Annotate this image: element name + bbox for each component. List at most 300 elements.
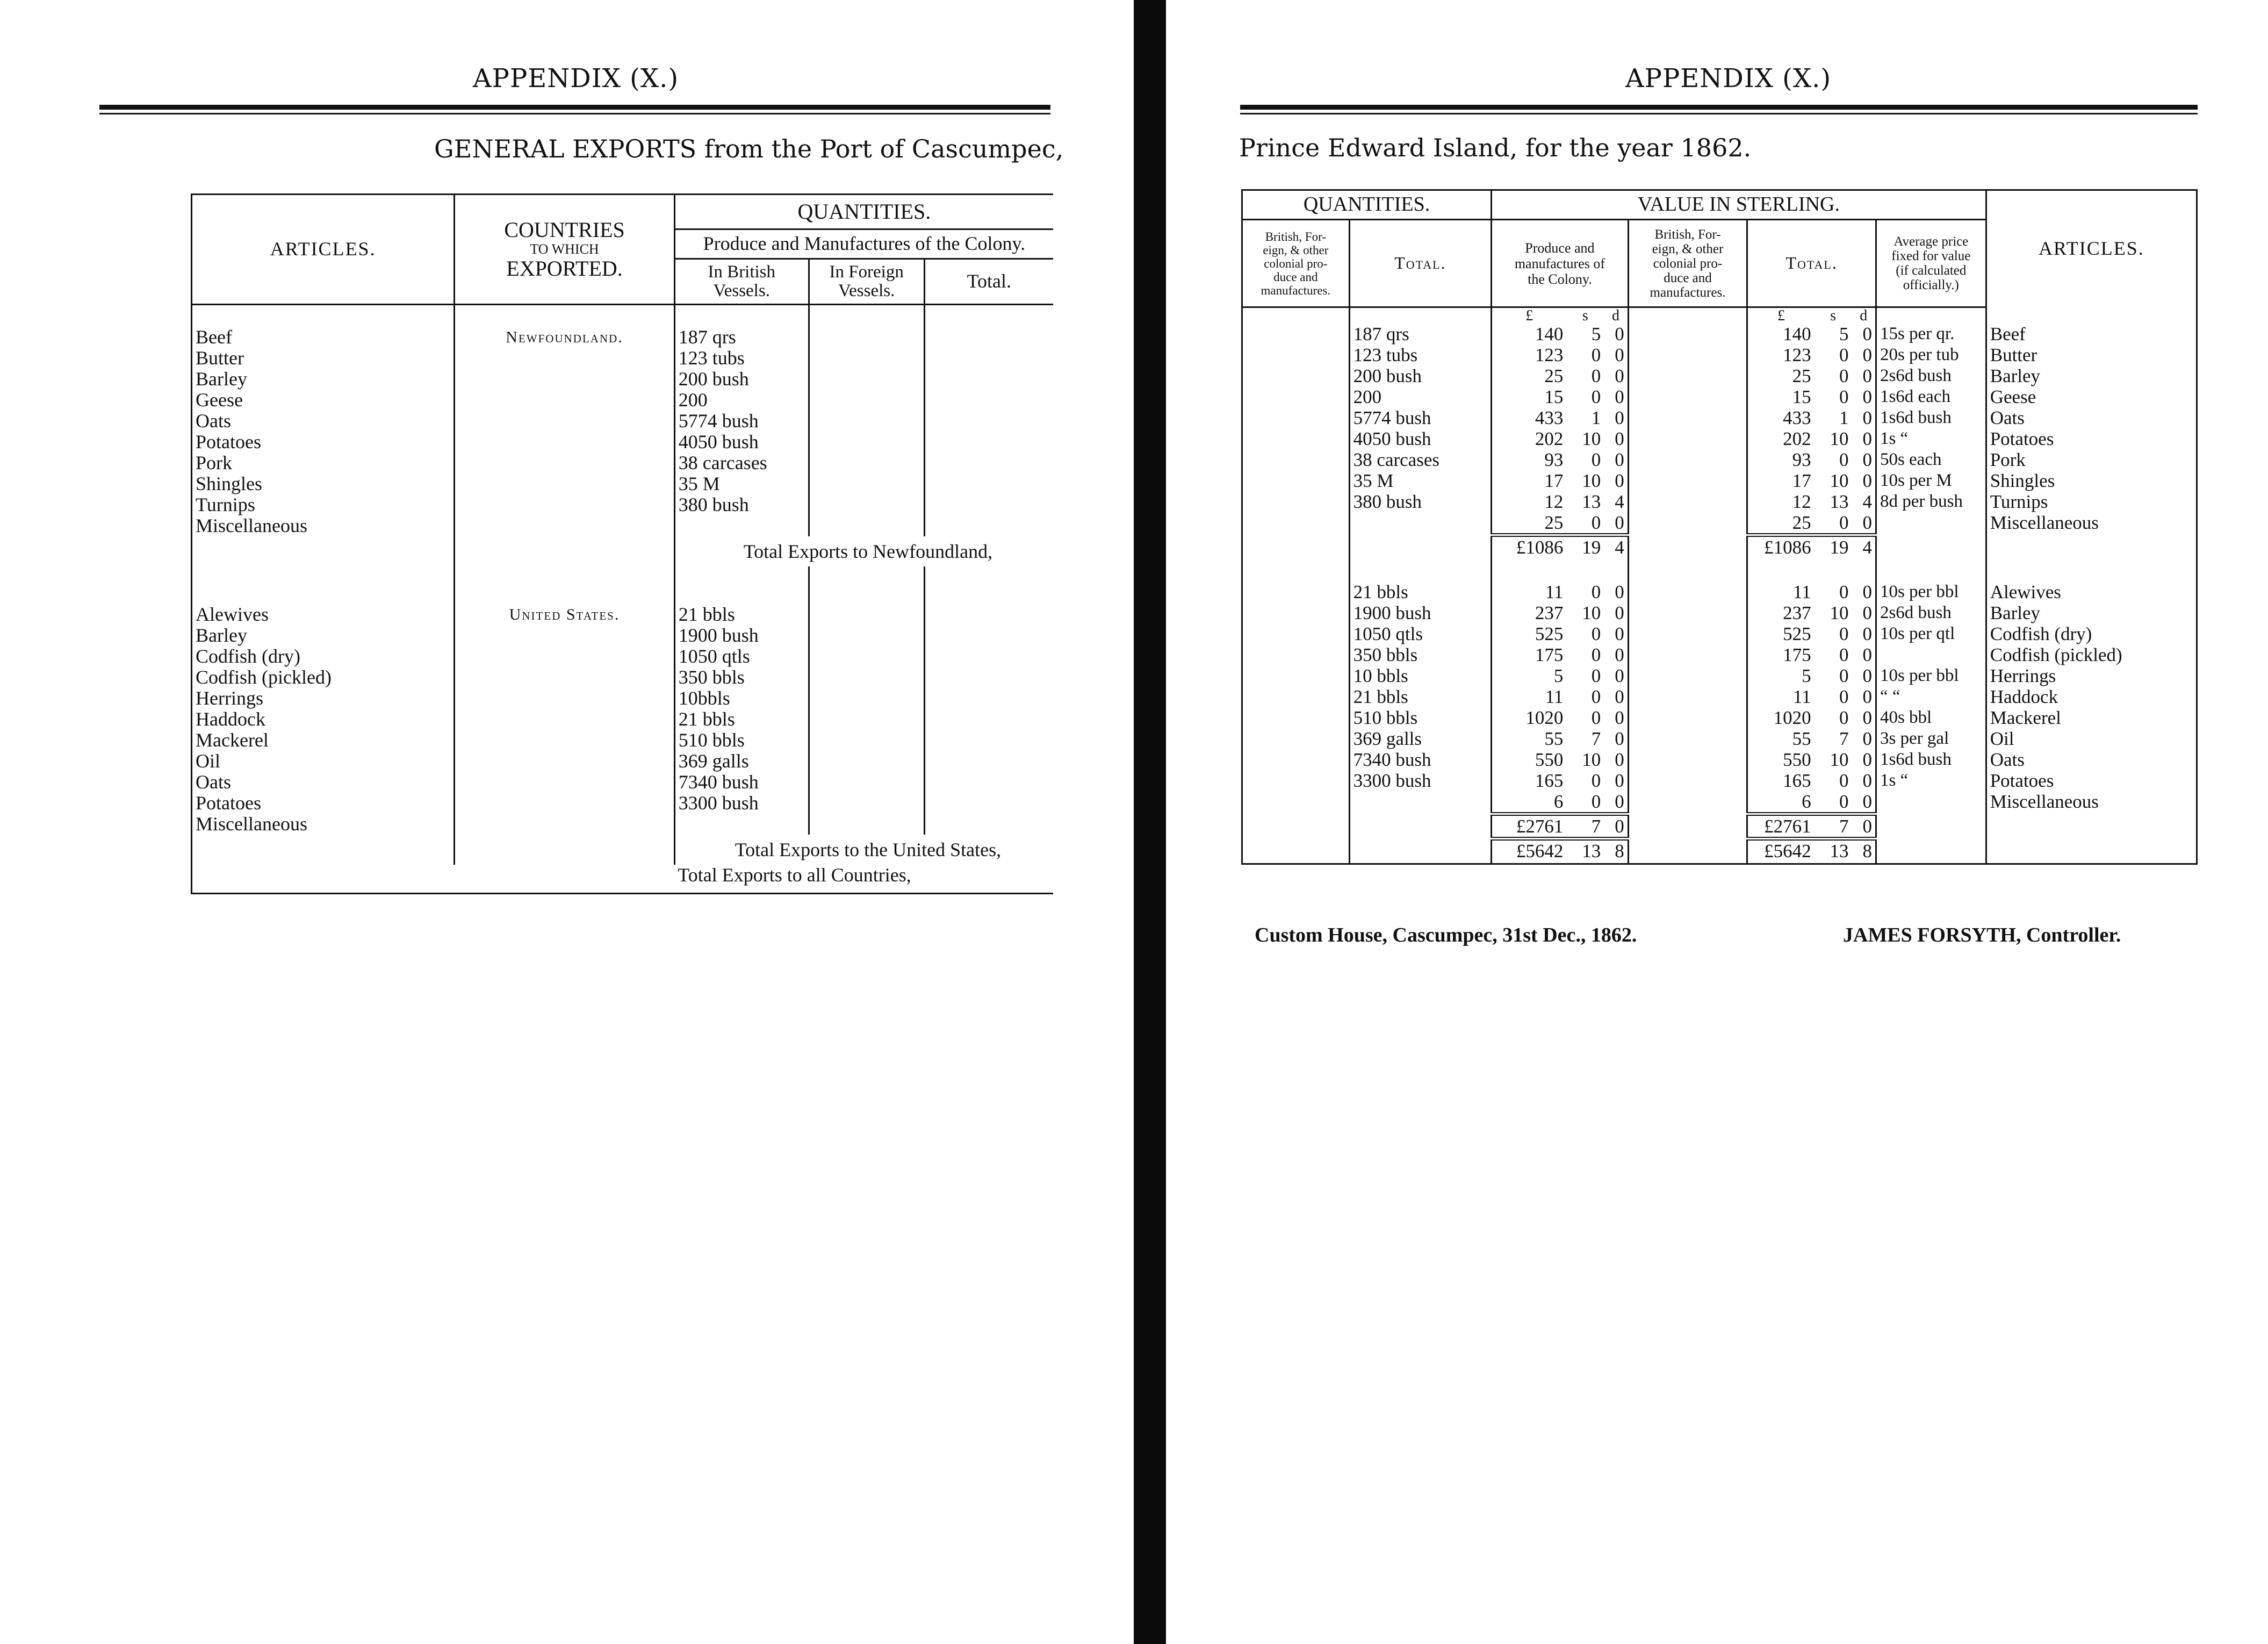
- sum-pounds-cell: £1086: [1492, 535, 1567, 560]
- foreign-vessels-2: Vessels.: [838, 281, 895, 300]
- article-cell: Codfish (pickled): [1986, 644, 2197, 665]
- table-title-right: Prince Edward Island, for the year 1862.: [1239, 133, 1752, 162]
- table-row: [1242, 491, 2197, 512]
- foreign-vessels-cell: [809, 327, 924, 348]
- foreign-vessels-cell: [809, 646, 924, 667]
- sum-shillings-cell: 19: [1566, 535, 1604, 560]
- average-price-cell: [1876, 791, 1986, 814]
- article-cell: Potatoes: [192, 432, 455, 453]
- british-vessels-2: Vessels.: [713, 281, 770, 300]
- shillings-cell: 10: [1582, 470, 1601, 492]
- table-row: [1242, 665, 2197, 686]
- shilling-sign: s: [1582, 307, 1588, 324]
- pence-cell: 0: [1604, 581, 1628, 602]
- total-shillings-cell: 0: [1839, 386, 1849, 408]
- pounds-cell: 140: [1535, 324, 1564, 345]
- foreign-vessels-cell: [809, 667, 924, 688]
- pence-cell: 4: [1604, 491, 1628, 512]
- pence-cell: 0: [1604, 344, 1628, 365]
- table-row: [192, 814, 1054, 835]
- article-cell: Barley: [192, 625, 455, 646]
- british-foreign-value-cell: [1628, 386, 1747, 407]
- shillings-cell: 0: [1591, 512, 1601, 534]
- british-foreign-value-cell: [1628, 686, 1747, 707]
- total-shillings-cell: 0: [1839, 644, 1849, 665]
- group-spacer: [192, 305, 1054, 327]
- total-cell: [924, 730, 1053, 751]
- british-foreign-qty-cell: [1242, 581, 1350, 602]
- group-total-row: [1242, 814, 2197, 838]
- pence-cell: 0: [1604, 749, 1628, 770]
- total-cell: [924, 348, 1053, 369]
- country-cell: United States.: [455, 604, 674, 625]
- average-price-cell: 10s per M: [1876, 470, 1986, 491]
- heading-rule-left: [99, 105, 1050, 114]
- total-pence-cell: 0: [1852, 324, 1876, 344]
- article-cell: Potatoes: [1986, 770, 2197, 791]
- countries-label-1: COUNTRIES: [504, 217, 625, 242]
- pounds-cell: 25: [1544, 512, 1564, 534]
- british-vessels-cell: 38 carcases: [674, 453, 809, 473]
- table-row: [192, 604, 1054, 625]
- total-pounds-cell: 123: [1783, 344, 1811, 366]
- quantity-cell: 4050 bush: [1349, 428, 1491, 449]
- british-vessels-cell: 5774 bush: [674, 411, 809, 432]
- total-pounds-cell: 17: [1792, 470, 1811, 492]
- table-row: [1242, 644, 2197, 665]
- total-cell: [924, 709, 1053, 730]
- article-cell: Herrings: [192, 688, 455, 709]
- table-row: [192, 667, 1054, 688]
- country-cell: [455, 390, 674, 411]
- british-foreign-value-cell: [1628, 365, 1747, 386]
- table-row: [1242, 407, 2197, 428]
- bfq-2: eign, & other: [1263, 243, 1329, 257]
- exports-values-table: [1241, 189, 2198, 865]
- table-row: [1242, 386, 2197, 407]
- sum-total-pence-cell: 8: [1852, 838, 1876, 864]
- british-vessels-cell: 369 galls: [674, 751, 809, 772]
- article-cell: Alewives: [1986, 581, 2197, 602]
- average-price-cell: 1s6d each: [1876, 386, 1986, 407]
- table-row: [192, 369, 1054, 390]
- foreign-vessels-cell: [809, 730, 924, 751]
- avg-3: (if calculated: [1896, 263, 1967, 278]
- table-row: [1242, 770, 2197, 791]
- bfv-2: eign, & other: [1652, 241, 1724, 256]
- country-cell: [455, 515, 674, 536]
- pounds-cell: 17: [1544, 470, 1564, 492]
- empty-cell: [1628, 535, 1747, 560]
- total-shillings-cell: 10: [1830, 602, 1849, 623]
- total-pounds-cell: 433: [1783, 407, 1811, 429]
- pounds-cell: 6: [1553, 791, 1564, 812]
- table-row: [1242, 707, 2197, 728]
- british-foreign-qty-cell: [1242, 602, 1350, 623]
- table-row: [192, 473, 1054, 494]
- total-shillings-cell: 0: [1839, 344, 1849, 366]
- quantity-cell: 3300 bush: [1349, 770, 1491, 791]
- british-foreign-qty-cell: [1242, 686, 1350, 707]
- col-total-value: Total.: [1747, 220, 1876, 307]
- article-cell: Mackerel: [192, 730, 455, 751]
- table-row: [192, 390, 1054, 411]
- pence-cell: 0: [1604, 512, 1628, 535]
- article-cell: Potatoes: [1986, 428, 2197, 449]
- empty-cell: [1628, 838, 1747, 864]
- british-vessels-cell: [674, 814, 809, 835]
- article-cell: Miscellaneous: [192, 814, 455, 835]
- total-pence-cell: 0: [1852, 386, 1876, 407]
- table-row: [1242, 581, 2197, 602]
- total-pence-cell: 0: [1852, 728, 1876, 749]
- total-pounds-cell: 93: [1792, 449, 1811, 471]
- foreign-vessels-cell: [809, 772, 924, 793]
- col-value-sterling: VALUE IN STERLING.: [1492, 190, 1986, 220]
- country-cell: [455, 709, 674, 730]
- table-row: [192, 688, 1054, 709]
- shillings-cell: 0: [1591, 665, 1601, 686]
- british-foreign-value-cell: [1628, 665, 1747, 686]
- total-shillings-cell: 0: [1839, 581, 1849, 602]
- total-shillings-cell: 10: [1830, 749, 1849, 770]
- british-vessels-cell: 7340 bush: [674, 772, 809, 793]
- sum-pence-cell: 0: [1604, 814, 1628, 838]
- total-shillings-cell: 7: [1839, 728, 1849, 749]
- pence-cell: 0: [1604, 386, 1628, 407]
- british-foreign-qty-cell: [1242, 665, 1350, 686]
- article-cell: Barley: [192, 369, 455, 390]
- british-foreign-value-cell: [1628, 470, 1747, 491]
- pounds-cell: 11: [1545, 581, 1564, 602]
- country-cell: [455, 473, 674, 494]
- pounds-cell: 1020: [1525, 707, 1564, 728]
- pounds-cell: 202: [1535, 428, 1564, 450]
- pounds-cell: 525: [1535, 623, 1564, 644]
- right-page: [1166, 0, 2268, 1644]
- table-row: [192, 730, 1054, 751]
- table-row: [192, 515, 1054, 536]
- total-cell: [924, 667, 1053, 688]
- average-price-cell: 8d per bush: [1876, 491, 1986, 512]
- british-foreign-value-cell: [1628, 749, 1747, 770]
- col-quantities: QUANTITIES.: [674, 195, 1053, 229]
- col-produce-colony: [1492, 220, 1629, 307]
- sum-total-pounds-cell: £1086: [1747, 535, 1815, 560]
- total-cell: [924, 793, 1053, 814]
- table-row: [1242, 365, 2197, 386]
- british-foreign-qty-cell: [1242, 428, 1350, 449]
- table-row: [1242, 749, 2197, 770]
- foreign-vessels-cell: [809, 348, 924, 369]
- country-cell: [455, 453, 674, 473]
- british-vessels-cell: 10bbls: [674, 688, 809, 709]
- col-foreign-vessels: [809, 259, 924, 305]
- average-price-cell: 10s per qtl: [1876, 623, 1986, 644]
- total-pounds-cell: 165: [1783, 770, 1811, 791]
- table-row: [192, 625, 1054, 646]
- total-shillings-cell: 0: [1839, 623, 1849, 644]
- shillings-cell: 7: [1591, 728, 1601, 749]
- total-cell: [924, 515, 1053, 536]
- col-british-foreign-value: [1628, 220, 1747, 307]
- foreign-vessels-cell: [809, 369, 924, 390]
- total-pounds-cell: 12: [1792, 491, 1811, 513]
- pence-cell: 0: [1604, 686, 1628, 707]
- pence-cell: 0: [1604, 365, 1628, 386]
- average-price-cell: 20s per tub: [1876, 344, 1986, 365]
- foreign-vessels-cell: [809, 453, 924, 473]
- empty-cell: [1628, 814, 1747, 838]
- pence-cell: 0: [1604, 707, 1628, 728]
- table-row: [192, 348, 1054, 369]
- article-cell: Oats: [1986, 407, 2197, 428]
- table-row: [1242, 623, 2197, 644]
- total-shillings-cell: 10: [1830, 428, 1849, 450]
- bfq-1: British, For-: [1265, 229, 1326, 243]
- country-cell: [455, 625, 674, 646]
- british-foreign-value-cell: [1628, 728, 1747, 749]
- sum-total-shillings-cell: 13: [1815, 838, 1852, 864]
- total-cell: [924, 625, 1053, 646]
- average-price-cell: 1s “: [1876, 428, 1986, 449]
- average-price-cell: 2s6d bush: [1876, 602, 1986, 623]
- pounds-cell: 123: [1535, 344, 1564, 366]
- average-price-cell: [1876, 512, 1986, 535]
- pence-cell: 0: [1604, 407, 1628, 428]
- british-foreign-value-cell: [1628, 644, 1747, 665]
- country-cell: [455, 814, 674, 835]
- total-shillings-cell: 0: [1839, 770, 1849, 791]
- total-cell: [924, 772, 1053, 793]
- quantity-cell: 21 bbls: [1349, 686, 1491, 707]
- col-british-foreign-qty: [1242, 220, 1350, 307]
- table-row: [192, 772, 1054, 793]
- empty-cell: [1242, 814, 1350, 838]
- foreign-vessels-cell: [809, 688, 924, 709]
- pence-cell: 0: [1604, 449, 1628, 470]
- pounds-cell: 12: [1544, 491, 1564, 513]
- heading-rule-right: [1240, 105, 2198, 114]
- countries-label-2: TO WHICH: [530, 241, 599, 257]
- empty-cell: [1876, 838, 1986, 864]
- total-pence-cell: 0: [1852, 791, 1876, 814]
- quantity-cell: 10 bbls: [1349, 665, 1491, 686]
- article-cell: Shingles: [1986, 470, 2197, 491]
- foreign-vessels-1: In Foreign: [829, 262, 904, 282]
- article-cell: Herrings: [1986, 665, 2197, 686]
- article-cell: Potatoes: [192, 793, 455, 814]
- sum-total-pounds-cell: £5642: [1747, 838, 1815, 864]
- british-vessels-cell: 1050 qtls: [674, 646, 809, 667]
- british-foreign-qty-cell: [1242, 623, 1350, 644]
- british-foreign-value-cell: [1628, 707, 1747, 728]
- article-cell: Miscellaneous: [1986, 512, 2197, 535]
- british-foreign-value-cell: [1628, 791, 1747, 814]
- average-price-cell: 10s per bbl: [1876, 665, 1986, 686]
- quantity-cell: 5774 bush: [1349, 407, 1491, 428]
- quantity-cell: [1349, 512, 1491, 535]
- pounds-cell: 11: [1545, 686, 1564, 707]
- col-quantities-r: QUANTITIES.: [1242, 190, 1492, 220]
- british-vessels-cell: 350 bbls: [674, 667, 809, 688]
- article-cell: Oats: [192, 411, 455, 432]
- pounds-cell: 55: [1544, 728, 1564, 749]
- table-row: [1242, 791, 2197, 814]
- total-pounds-cell: 1020: [1773, 707, 1811, 728]
- average-price-cell: “ “: [1876, 686, 1986, 707]
- empty-cell: [1986, 814, 2197, 838]
- sum-pounds-cell: £2761: [1492, 814, 1567, 838]
- shillings-cell: 1: [1591, 407, 1601, 429]
- quantity-cell: 200: [1349, 386, 1491, 407]
- article-cell: Haddock: [192, 709, 455, 730]
- quantity-cell: 369 galls: [1349, 728, 1491, 749]
- british-vessels-cell: [674, 515, 809, 536]
- pence-cell: 0: [1604, 602, 1628, 623]
- quantity-cell: 380 bush: [1349, 491, 1491, 512]
- shillings-cell: 0: [1591, 449, 1601, 471]
- total-shillings-cell: 0: [1839, 707, 1849, 728]
- sum-total-pence-cell: 4: [1852, 535, 1876, 560]
- shillings-cell: 0: [1591, 791, 1601, 812]
- country-cell: [455, 793, 674, 814]
- british-foreign-value-cell: [1628, 491, 1747, 512]
- table-row: [1242, 512, 2197, 535]
- british-foreign-qty-cell: [1242, 407, 1350, 428]
- bfv-3: colonial pro-: [1653, 256, 1723, 271]
- british-foreign-qty-cell: [1242, 365, 1350, 386]
- empty-cell: [1986, 535, 2197, 560]
- total-shillings-cell: 13: [1830, 491, 1849, 513]
- shillings-cell: 0: [1591, 386, 1601, 408]
- article-cell: [192, 835, 455, 865]
- table-row: [192, 453, 1054, 473]
- total-pence-cell: 0: [1852, 644, 1876, 665]
- article-cell: Oil: [192, 751, 455, 772]
- sum-total-shillings-cell: 7: [1815, 814, 1852, 838]
- group-total-row: [192, 835, 1054, 865]
- british-vessels-cell: 510 bbls: [674, 730, 809, 751]
- table-row: [192, 709, 1054, 730]
- british-vessels-cell: 3300 bush: [674, 793, 809, 814]
- total-shillings-cell: 0: [1839, 665, 1849, 686]
- pound-sign-2: £: [1777, 307, 1785, 324]
- article-cell: Oil: [1986, 728, 2197, 749]
- article-cell: Pork: [1986, 449, 2197, 470]
- article-cell: Miscellaneous: [192, 515, 455, 536]
- table-row: [1242, 686, 2197, 707]
- article-cell: Codfish (dry): [192, 646, 455, 667]
- pence-cell: 0: [1604, 428, 1628, 449]
- shillings-cell: 10: [1582, 428, 1601, 450]
- table-row: [192, 494, 1054, 515]
- foreign-vessels-cell: [809, 604, 924, 625]
- countries-label-3: EXPORTED.: [506, 256, 623, 281]
- quantity-cell: 123 tubs: [1349, 344, 1491, 365]
- pence-sign-2: d: [1852, 307, 1876, 324]
- table-row: [1242, 449, 2197, 470]
- british-vessels-cell: 35 M: [674, 473, 809, 494]
- british-foreign-qty-cell: [1242, 491, 1350, 512]
- empty-cell: [1349, 838, 1491, 864]
- bfv-5: manufactures.: [1650, 285, 1726, 300]
- country-cell: [455, 772, 674, 793]
- page-heading-right: APPENDIX (X.): [1625, 63, 1832, 94]
- total-cell: [924, 814, 1053, 835]
- article-cell: Barley: [1986, 602, 2197, 623]
- total-pounds-cell: 237: [1783, 602, 1811, 623]
- shillings-cell: 0: [1591, 581, 1601, 602]
- total-pence-cell: 0: [1852, 686, 1876, 707]
- sum-total-pounds-cell: £2761: [1747, 814, 1815, 838]
- pounds-cell: 165: [1535, 770, 1564, 791]
- sum-total-shillings-cell: 19: [1815, 535, 1852, 560]
- average-price-cell: 40s bbl: [1876, 707, 1986, 728]
- shillings-cell: 0: [1591, 344, 1601, 366]
- article-cell: Pork: [192, 453, 455, 473]
- table-row: [1242, 344, 2197, 365]
- pounds-cell: 15: [1544, 386, 1564, 408]
- empty-cell: [1242, 838, 1350, 864]
- grand-total-row: [1242, 838, 2197, 864]
- total-pence-cell: 0: [1852, 749, 1876, 770]
- british-foreign-qty-cell: [1242, 728, 1350, 749]
- british-foreign-value-cell: [1628, 407, 1747, 428]
- total-cell: [924, 646, 1053, 667]
- article-cell: Codfish (dry): [1986, 623, 2197, 644]
- british-foreign-qty-cell: [1242, 386, 1350, 407]
- col-total: Total.: [924, 259, 1053, 305]
- quantity-cell: [1349, 791, 1491, 814]
- british-vessels-cell: 21 bbls: [674, 709, 809, 730]
- foreign-vessels-cell: [809, 625, 924, 646]
- british-vessels-cell: 1900 bush: [674, 625, 809, 646]
- quantity-cell: 35 M: [1349, 470, 1491, 491]
- british-foreign-qty-cell: [1242, 324, 1350, 344]
- total-cell: [924, 604, 1053, 625]
- country-cell: [455, 646, 674, 667]
- total-cell: [924, 411, 1053, 432]
- pc-2: manufactures of: [1514, 255, 1605, 271]
- total-pounds-cell: 140: [1783, 324, 1811, 345]
- table-row: [1242, 428, 2197, 449]
- binding-gutter: [1134, 0, 1166, 1644]
- bfq-5: manufactures.: [1261, 283, 1331, 297]
- british-vessels-cell: 21 bbls: [674, 604, 809, 625]
- total-pence-cell: 4: [1852, 491, 1876, 512]
- total-pence-cell: 0: [1852, 449, 1876, 470]
- total-cell: [924, 390, 1053, 411]
- grand-total-row: [192, 865, 1054, 894]
- total-pounds-cell: 11: [1792, 581, 1811, 602]
- table-row: [1242, 728, 2197, 749]
- pounds-cell: 550: [1535, 749, 1564, 770]
- total-cell: [924, 453, 1053, 473]
- country-cell: [455, 411, 674, 432]
- average-price-cell: 1s6d bush: [1876, 407, 1986, 428]
- quantity-cell: 1900 bush: [1349, 602, 1491, 623]
- total-pence-cell: 0: [1852, 665, 1876, 686]
- shilling-sign-2: s: [1830, 307, 1837, 324]
- british-vessels-1: In British: [708, 262, 776, 282]
- quantity-cell: 21 bbls: [1349, 581, 1491, 602]
- col-produce: Produce and Manufactures of the Colony.: [674, 229, 1053, 259]
- article-cell: Beef: [192, 327, 455, 348]
- empty-cell: [1876, 814, 1986, 838]
- total-pounds-cell: 202: [1783, 428, 1811, 450]
- group-total-label: Total Exports to Newfoundland,: [743, 540, 993, 562]
